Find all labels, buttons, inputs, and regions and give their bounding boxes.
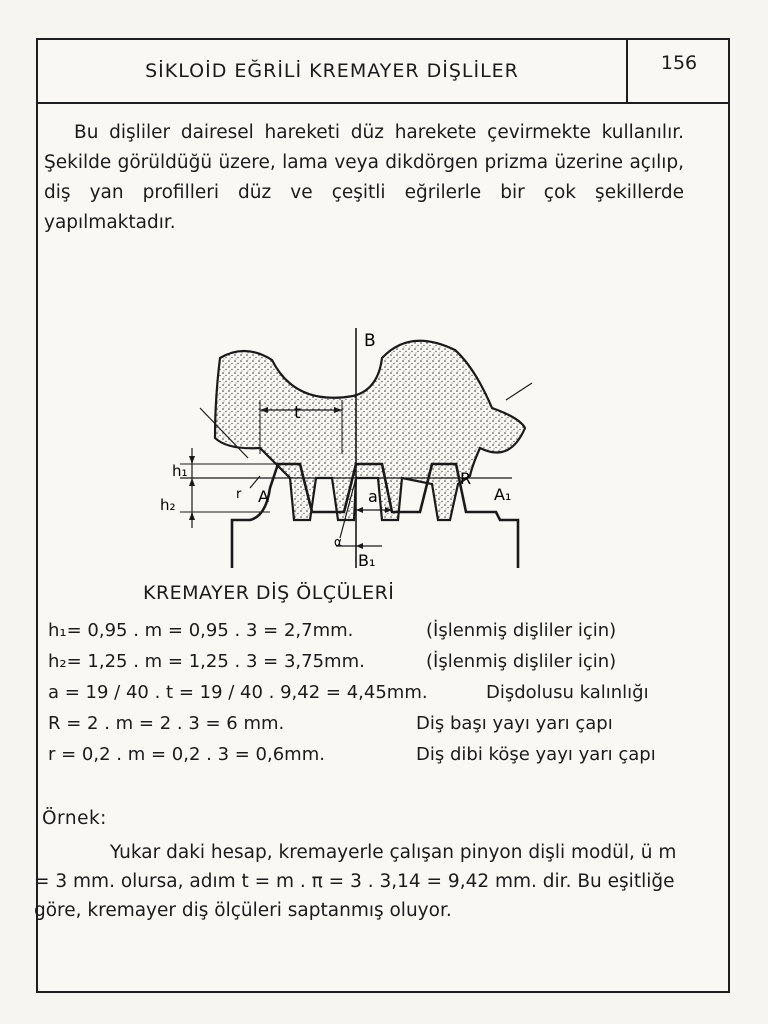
intro-text: Bu dişliler dairesel hareketi düz harekete çevirmekte kullanılır. Şekilde görüldüğü üzere, lama veya dikdörgen prizma üzerine açılıp, diş yan profilleri düz ve çeşitli eğrilerle bir çok şekillerde yapılmaktadır. [44,122,684,233]
formula-row [48,713,690,744]
label-alpha: α [334,535,342,549]
leader-line-right [506,383,532,400]
label-b: B [364,331,376,351]
formula-row [48,620,690,651]
formula-calc: R = 2 . m = 2 . 3 = 6 mm. [48,713,285,734]
formula-note: Dişdolusu kalınlığı [486,682,649,703]
label-a-dimension: a [368,487,378,506]
label-t: t [294,403,301,423]
formula-row [48,744,690,775]
section-title: KREMAYER DİŞ ÖLÇÜLERİ [143,582,395,604]
page-title: SİKLOİD EĞRİLİ KREMAYER DİŞLİLER [145,60,519,82]
formula-note: (İşlenmiş dişliler için) [426,651,617,672]
page-number: 156 [626,40,730,102]
label-a-point: A [258,487,269,506]
formula-calc: h₂= 1,25 . m = 1,25 . 3 = 3,75mm. [48,651,365,672]
label-b1: B₁ [358,551,376,568]
formula-list [48,620,690,775]
header-bar [38,40,728,104]
rack-gear-drawing [120,288,560,568]
example-text: Yukar daki hesap, kremayerle çalışan pinyon dişli modül, ü m = 3 mm. olursa, adım t = m . π = 3 . 3,14 = 9,42 mm. dir. Bu eşitliğe göre, kremayer diş ölçüleri saptanmış oluyor. [34,842,677,921]
example-label: Örnek: [42,808,107,829]
formula-calc: a = 19 / 40 . t = 19 / 40 . 9,42 = 4,45mm. [48,682,428,703]
label-r-radius: R [460,469,472,488]
formula-row [48,682,690,713]
label-r-fillet: r [236,487,242,502]
formula-calc: r = 0,2 . m = 0,2 . 3 = 0,6mm. [48,744,325,765]
label-h1: h₁ [172,462,188,480]
rack-gear-figure [120,288,560,568]
formula-calc: h₁= 0,95 . m = 0,95 . 3 = 2,7mm. [48,620,354,641]
example-paragraph [34,838,684,925]
label-h2: h₂ [160,496,176,514]
label-a1-point: A₁ [494,485,512,504]
formula-note: (İşlenmiş dişliler için) [426,620,617,641]
formula-note: Diş başı yayı yarı çapı [416,713,613,734]
intro-paragraph [44,118,684,238]
formula-note: Diş dibi köşe yayı yarı çapı [416,744,656,765]
formula-row [48,651,690,682]
